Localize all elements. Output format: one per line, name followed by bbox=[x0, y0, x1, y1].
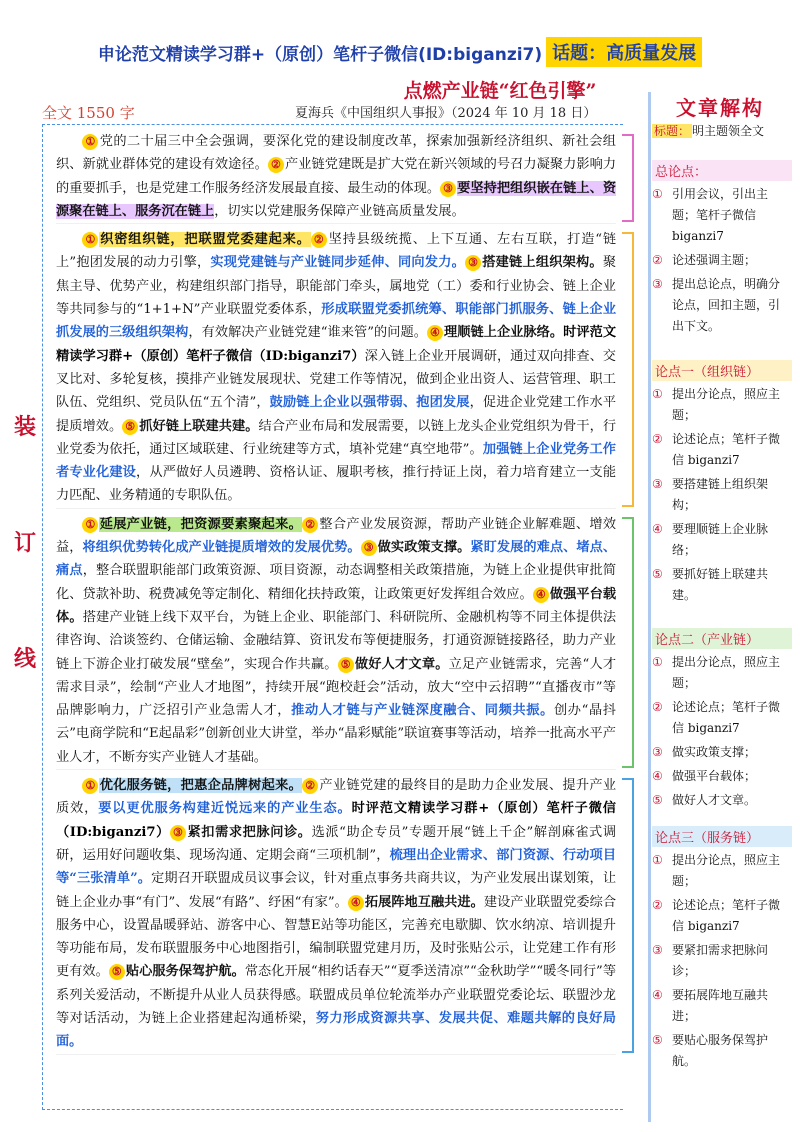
sidebar-section-list bbox=[652, 184, 788, 340]
highlighted-text: 实现党建链与产业链同步延伸、同向发力。 bbox=[210, 255, 465, 271]
text-run: 产业链党建既是扩大党在新兴领域的号召力凝聚力影响力的重要抓手，也是党建工作服务经济发展最直接、最生动的体现。 bbox=[56, 157, 617, 196]
sidebar-item-marker: ② bbox=[652, 253, 663, 267]
sentence-number: ⑤ bbox=[122, 419, 138, 435]
sidebar-section-list bbox=[652, 652, 788, 814]
title-note-text: 明主题领全文 bbox=[692, 124, 765, 138]
text-run: 立足产业链需求，完善“人才需求目录”，绘制“产业人才地图”，持续开展“跑校赶会”活动，放大“空中云招聘”“直播夜市”等品牌影响力，广泛招引产业急需人才， bbox=[56, 656, 617, 719]
sidebar-item bbox=[652, 1030, 788, 1072]
highlighted-text: 鼓励链上企业以强带弱、抱团发展 bbox=[269, 395, 470, 411]
sidebar-item-marker: ① bbox=[652, 853, 663, 867]
binding-line-label bbox=[14, 410, 36, 673]
sidebar-item-text: 提出分论点，照应主题； bbox=[672, 655, 781, 690]
highlighted-text: 拓展阵地互融共进。 bbox=[364, 894, 484, 910]
sentence-number: ① bbox=[82, 517, 98, 533]
sidebar-section-head: 论点一（组织链） bbox=[652, 360, 792, 381]
highlighted-text: 紧盯发展的难点、堵点、痛点 bbox=[56, 540, 617, 579]
sidebar-item-text: 提出总论点，明确分论点，回扣主题，引出下文。 bbox=[672, 277, 781, 333]
highlighted-text: 延展产业链，把资源要素聚起来。 bbox=[99, 516, 303, 532]
title-tag: 标题： bbox=[654, 124, 691, 138]
sidebar-item bbox=[652, 274, 788, 337]
sidebar-item-text: 论述论点；笔杆子微信 biganzi7 bbox=[672, 898, 781, 933]
highlighted-text: 将组织优势转化成产业链提质增效的发展优势。 bbox=[82, 540, 361, 556]
sentence-number: ③ bbox=[170, 825, 186, 841]
sidebar-item-text: 做强平台载体； bbox=[672, 769, 757, 783]
sidebar-item-marker: ③ bbox=[652, 943, 663, 957]
word-count: 全文 1550 字 bbox=[42, 104, 135, 122]
sentence-number: ① bbox=[82, 232, 98, 248]
sidebar-item-text: 要紧扣需求把脉问诊； bbox=[672, 943, 769, 978]
sidebar-item-text: 做实政策支撑； bbox=[672, 745, 757, 759]
sidebar-item bbox=[652, 250, 788, 271]
header-title: 申论范文精读学习群+（原创）笔杆子微信(ID:biganzi7) bbox=[97, 44, 543, 65]
text-run: 选派“助企专员”专题开展“链上千企”解剖麻雀式调研，运用好问题收集、现场沟通、定期会商“三项机制”， bbox=[56, 824, 617, 863]
sidebar-item bbox=[652, 850, 788, 892]
section-bracket bbox=[622, 517, 634, 768]
sentence-number: ⑤ bbox=[338, 657, 354, 673]
sidebar-item bbox=[652, 895, 788, 937]
text-run: ，切实以党建服务保障产业链高质量发展。 bbox=[214, 203, 465, 219]
section-bracket bbox=[622, 778, 634, 1053]
sidebar-item-text: 论述论点；笔杆子微信 biganzi7 bbox=[672, 700, 781, 735]
sidebar-item-text: 要搭建链上组织架构； bbox=[672, 477, 769, 512]
sidebar-item-text: 要抓好链上联建共建。 bbox=[672, 567, 769, 602]
sidebar-item bbox=[652, 940, 788, 982]
section-bracket bbox=[622, 134, 634, 222]
sidebar-item bbox=[652, 564, 788, 606]
sentence-number: ④ bbox=[533, 587, 549, 603]
title-note bbox=[652, 122, 764, 139]
highlighted-text: 紧扣需求把脉问诊。 bbox=[186, 824, 312, 840]
text-run: ，促进企业党建工作水平提质增效。 bbox=[56, 395, 617, 434]
sentence-number: ③ bbox=[440, 181, 456, 197]
sidebar-item bbox=[652, 766, 788, 787]
sidebar-item-text: 论述强调主题； bbox=[672, 253, 757, 267]
text-run: ，从严做好人员遴聘、资格认证、履职考核，推行持证上岗，着力培育建立一支能力匹配、业务精通的专职队伍。 bbox=[56, 465, 617, 504]
highlighted-text: 时评范文精读学习群+（原创）笔杆子微信（ID:biganzi7） bbox=[56, 325, 617, 364]
text-run: ，有效解决产业链党建“谁来管”的问题。 bbox=[188, 325, 427, 341]
highlighted-text: 贴心服务保驾护航。 bbox=[125, 964, 245, 980]
article-paragraph bbox=[56, 130, 616, 224]
sidebar-item bbox=[652, 985, 788, 1027]
sentence-number: ④ bbox=[348, 895, 364, 911]
text-run: 建设产业联盟党委综合服务中心，设置晶暖驿站、游客中心、智慧E站等功能区，完善充电歇脚、饮水纳凉、培训提升等功能布局，发布联盟服务中心地图指引，编制联盟党建月历，及时张贴公示，让党建工作有形更有效。 bbox=[56, 894, 617, 980]
sidebar-title: 文章解构 bbox=[676, 96, 764, 120]
highlighted-text: 梳理出企业需求、部门资源、行动项目等“三张清单”。 bbox=[56, 847, 616, 887]
paragraph-text bbox=[56, 774, 616, 1054]
paragraph-text bbox=[56, 513, 616, 769]
sidebar-item-text: 论述论点；笔杆子微信 biganzi7 bbox=[672, 432, 781, 467]
sidebar-section-list bbox=[652, 384, 788, 609]
text-run: 创办“晶抖云”电商学院和“E起晶彩”创新创业大讲堂，举办“晶彩赋能”联谊赛事等活动，培养一批高水平产业人才，不断夯实产业链人才基础。 bbox=[56, 703, 617, 765]
text-run: 坚持县级统揽、上下互通、左右互联，打造“链上”抱团发展的动力引擎， bbox=[56, 232, 617, 271]
sentence-number: ⑤ bbox=[109, 964, 125, 980]
text-run: 聚焦主导、优势产业，构建组织部门指导，职能部门牵头，属地党（工）委和行业协会、链上企业等共同参与的“1+1+N”产业联盟党委体系， bbox=[56, 255, 617, 318]
sidebar-item-text: 引用会议，引出主题；笔杆子微信 biganzi7 bbox=[672, 187, 769, 243]
text-run: 产业链党建的最终目的是助力企业发展、提升产业质效， bbox=[56, 778, 617, 817]
article-paragraph bbox=[56, 228, 616, 509]
sidebar-item bbox=[652, 384, 788, 426]
text-run: ，整合联盟职能部门政策资源、项目资源，动态调整相关政策措施，为链上企业提供审批简化、贷款补助、税费减免等定制化、精细化扶持政策，让政策更好发挥组合效应。 bbox=[56, 563, 617, 602]
sidebar-item-marker: ① bbox=[652, 387, 663, 401]
highlighted-text: 做好人才文章。 bbox=[354, 656, 449, 672]
sidebar-section-head: 论点三（服务链） bbox=[652, 826, 792, 847]
article-body bbox=[56, 130, 616, 1059]
sidebar-item-marker: ② bbox=[652, 700, 663, 714]
sidebar-section-head: 总论点： bbox=[652, 160, 792, 181]
paragraph-text bbox=[56, 130, 616, 223]
sidebar-item bbox=[652, 474, 788, 516]
highlighted-text: 理顺链上企业脉络。 bbox=[443, 325, 564, 341]
sentence-number: ④ bbox=[427, 325, 443, 341]
article-paragraph bbox=[56, 774, 616, 1055]
sidebar-item-marker: ② bbox=[652, 898, 663, 912]
sidebar-item-text: 要理顺链上企业脉络； bbox=[672, 522, 769, 557]
article-title: 点燃产业链“红色引擎” bbox=[403, 80, 597, 102]
highlighted-text: 加强链上企业党务工作者专业化建设 bbox=[56, 441, 616, 481]
highlighted-text: 要以更优服务构建近悦远来的产业生态。 bbox=[98, 801, 352, 817]
sidebar-item-text: 要拓展阵地互融共进； bbox=[672, 988, 769, 1023]
highlighted-text: 形成联盟党委抓统筹、职能部门抓服务、链上企业抓发展的三级组织架构 bbox=[56, 302, 617, 341]
article-source: 夏海兵《中国组织人事报》（2024 年 10 月 18 日） bbox=[295, 106, 597, 121]
text-run: 整合产业发展资源，帮助产业链企业解难题、增效益， bbox=[56, 516, 617, 556]
highlighted-text: 要坚持把组织嵌在链上、资源聚在链上、服务沉在链上 bbox=[56, 180, 617, 219]
sidebar-item-marker: ① bbox=[652, 187, 663, 201]
sentence-number: ③ bbox=[465, 255, 481, 271]
text-run: 搭建产业链上线下双平台，为链上企业、职能部门、科研院所、金融机构等不同主体提供法律咨询、洽谈签约、仓储运输、金融结算、资讯发布等便捷服务，打通资源链接路径，助力产业链上下游企业打破发展“壁垒”，实现合作共赢。 bbox=[56, 609, 617, 672]
sidebar-item bbox=[652, 519, 788, 561]
sentence-number: ② bbox=[268, 157, 284, 173]
sentence-number: ② bbox=[311, 232, 327, 248]
sidebar-item-marker: ② bbox=[652, 432, 663, 446]
binding-char: 线 bbox=[14, 646, 37, 672]
header-bar bbox=[0, 30, 800, 74]
sidebar-item-marker: ⑤ bbox=[652, 567, 663, 581]
sidebar-item-marker: ③ bbox=[652, 477, 663, 491]
highlighted-text: 织密组织链，把联盟党委建起来。 bbox=[99, 232, 311, 248]
sidebar-item-marker: ① bbox=[652, 655, 663, 669]
text-run: 深入链上企业开展调研，通过双向排查、交叉比对、多轮复核，摸排产业链发展现状、党建工作等情况，做到企业出资人、运营管理、职工队伍、党组织、党员队伍“五个清”， bbox=[56, 348, 616, 411]
sidebar-item-marker: ③ bbox=[652, 277, 663, 291]
binding-char: 订 bbox=[14, 530, 37, 556]
sentence-number: ① bbox=[82, 778, 98, 794]
text-run: 结合产业布局和发展需要，以链上龙头企业党组织为骨干，行业党委为依托，通过区域联建、行业统建等方式，填补党建“真空地带”。 bbox=[56, 418, 617, 457]
sidebar-item-marker: ④ bbox=[652, 769, 663, 783]
text-run: 常态化开展“相约话春天”“夏季送清凉”“金秋助学”“暖冬同行”等系列关爱活动，不断提升从业人员获得感。联盟成员单位轮流举办产业联盟党委论坛、联盟沙龙等对话活动，为链上企业搭建起沟通桥梁， bbox=[56, 964, 617, 1026]
sidebar-section-head: 论点二（产业链） bbox=[652, 628, 792, 649]
sidebar-item bbox=[652, 742, 788, 763]
sidebar-item-text: 要贴心服务保驾护航。 bbox=[672, 1033, 769, 1068]
highlighted-text: 优化服务链，把惠企品牌树起来。 bbox=[99, 778, 303, 794]
binding-char: 装 bbox=[14, 414, 37, 440]
highlighted-text: 做实政策支撑。 bbox=[377, 540, 471, 556]
sidebar-item bbox=[652, 697, 788, 739]
paragraph-text bbox=[56, 228, 616, 508]
sentence-number: ① bbox=[82, 134, 98, 150]
sidebar-item-marker: ④ bbox=[652, 522, 663, 536]
sidebar-item-marker: ③ bbox=[652, 745, 663, 759]
highlighted-text: 抓好链上联建共建。 bbox=[139, 418, 259, 434]
sidebar-item-marker: ⑤ bbox=[652, 1033, 663, 1047]
sentence-number: ② bbox=[302, 778, 318, 794]
sidebar-divider bbox=[648, 92, 651, 1122]
sidebar-section-list bbox=[652, 850, 788, 1075]
section-bracket bbox=[622, 232, 634, 507]
sidebar-item-text: 做好人才文章。 bbox=[672, 793, 757, 807]
sentence-number: ② bbox=[302, 517, 318, 533]
highlighted-text: 时评范文精读学习群+（原创）笔杆子微信（ID:biganzi7） bbox=[56, 801, 616, 840]
topic-badge: 话题：高质量发展 bbox=[546, 37, 702, 67]
sidebar-item bbox=[652, 652, 788, 694]
highlighted-text: 搭建链上组织架构。 bbox=[482, 255, 603, 271]
sidebar-item bbox=[652, 184, 788, 247]
sidebar-item-text: 提出分论点，照应主题； bbox=[672, 387, 781, 422]
highlighted-text: 推动人才链与产业链深度融合、同频共振。 bbox=[291, 703, 554, 719]
text-run: 党的二十届三中全会强调，要深化党的建设制度改革，探索加强新经济组织、新社会组织、新就业群体党的建设有效途径。 bbox=[56, 134, 616, 173]
sidebar-item bbox=[652, 790, 788, 811]
sentence-number: ③ bbox=[361, 540, 377, 556]
text-run: 定期召开联盟成员议事会议，针对重点事务共商共议，为产业发展出谋划策，让链上企业办事“有门”、发展“有路”、纾困“有家”。 bbox=[56, 871, 617, 910]
sidebar-item bbox=[652, 429, 788, 471]
sidebar-item-text: 提出分论点，照应主题； bbox=[672, 853, 781, 888]
sidebar-item-marker: ⑤ bbox=[652, 793, 663, 807]
article-paragraph bbox=[56, 513, 616, 770]
highlighted-text: 做强平台载体。 bbox=[56, 586, 617, 625]
sidebar-item-marker: ④ bbox=[652, 988, 663, 1002]
highlighted-text: 努力形成资源共享、发展共促、难题共解的良好局面。 bbox=[56, 1010, 616, 1050]
